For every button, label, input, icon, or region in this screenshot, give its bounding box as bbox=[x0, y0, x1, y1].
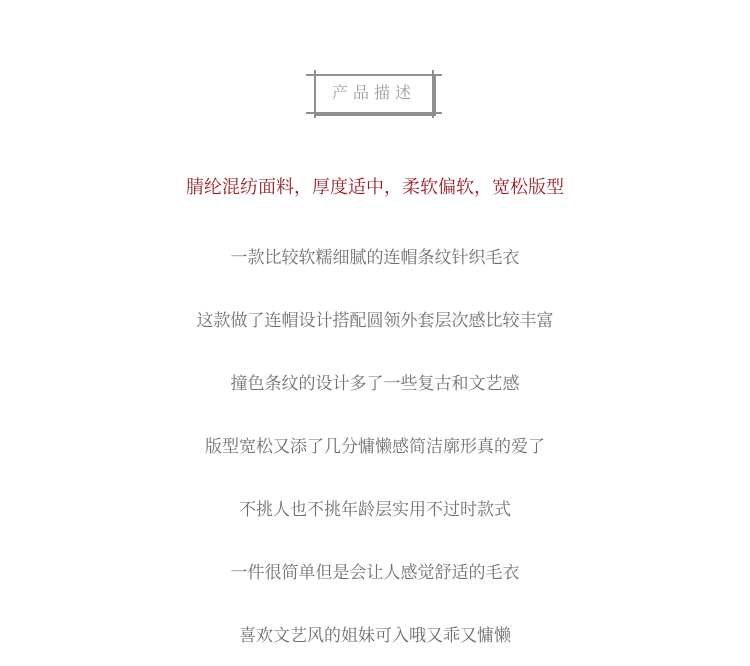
description-line-2: 这款做了连帽设计搭配圆领外套层次感比较丰富 bbox=[196, 311, 554, 331]
description-line-3: 撞色条纹的设计多了一些复古和文艺感 bbox=[230, 374, 520, 394]
description-line-1: 一款比较软糯细腻的连帽条纹针织毛衣 bbox=[230, 248, 520, 268]
description-line-7: 喜欢文艺风的姐妹可入哦又乖又慵懒 bbox=[239, 626, 511, 646]
frame-top-line bbox=[306, 74, 442, 76]
frame-bottom-line bbox=[306, 112, 442, 114]
description-line-4: 版型宽松又添了几分慵懒感简洁廓形真的爱了 bbox=[205, 437, 545, 457]
product-headline: 腈纶混纺面料，厚度适中，柔软偏软，宽松版型 bbox=[186, 177, 564, 198]
section-title: 产品描述 bbox=[331, 83, 416, 102]
description-line-5: 不挑人也不挑年龄层实用不过时款式 bbox=[239, 500, 511, 520]
description-line-6: 一件很简单但是会让人感觉舒适的毛衣 bbox=[230, 563, 520, 583]
section-title-frame bbox=[306, 70, 442, 118]
